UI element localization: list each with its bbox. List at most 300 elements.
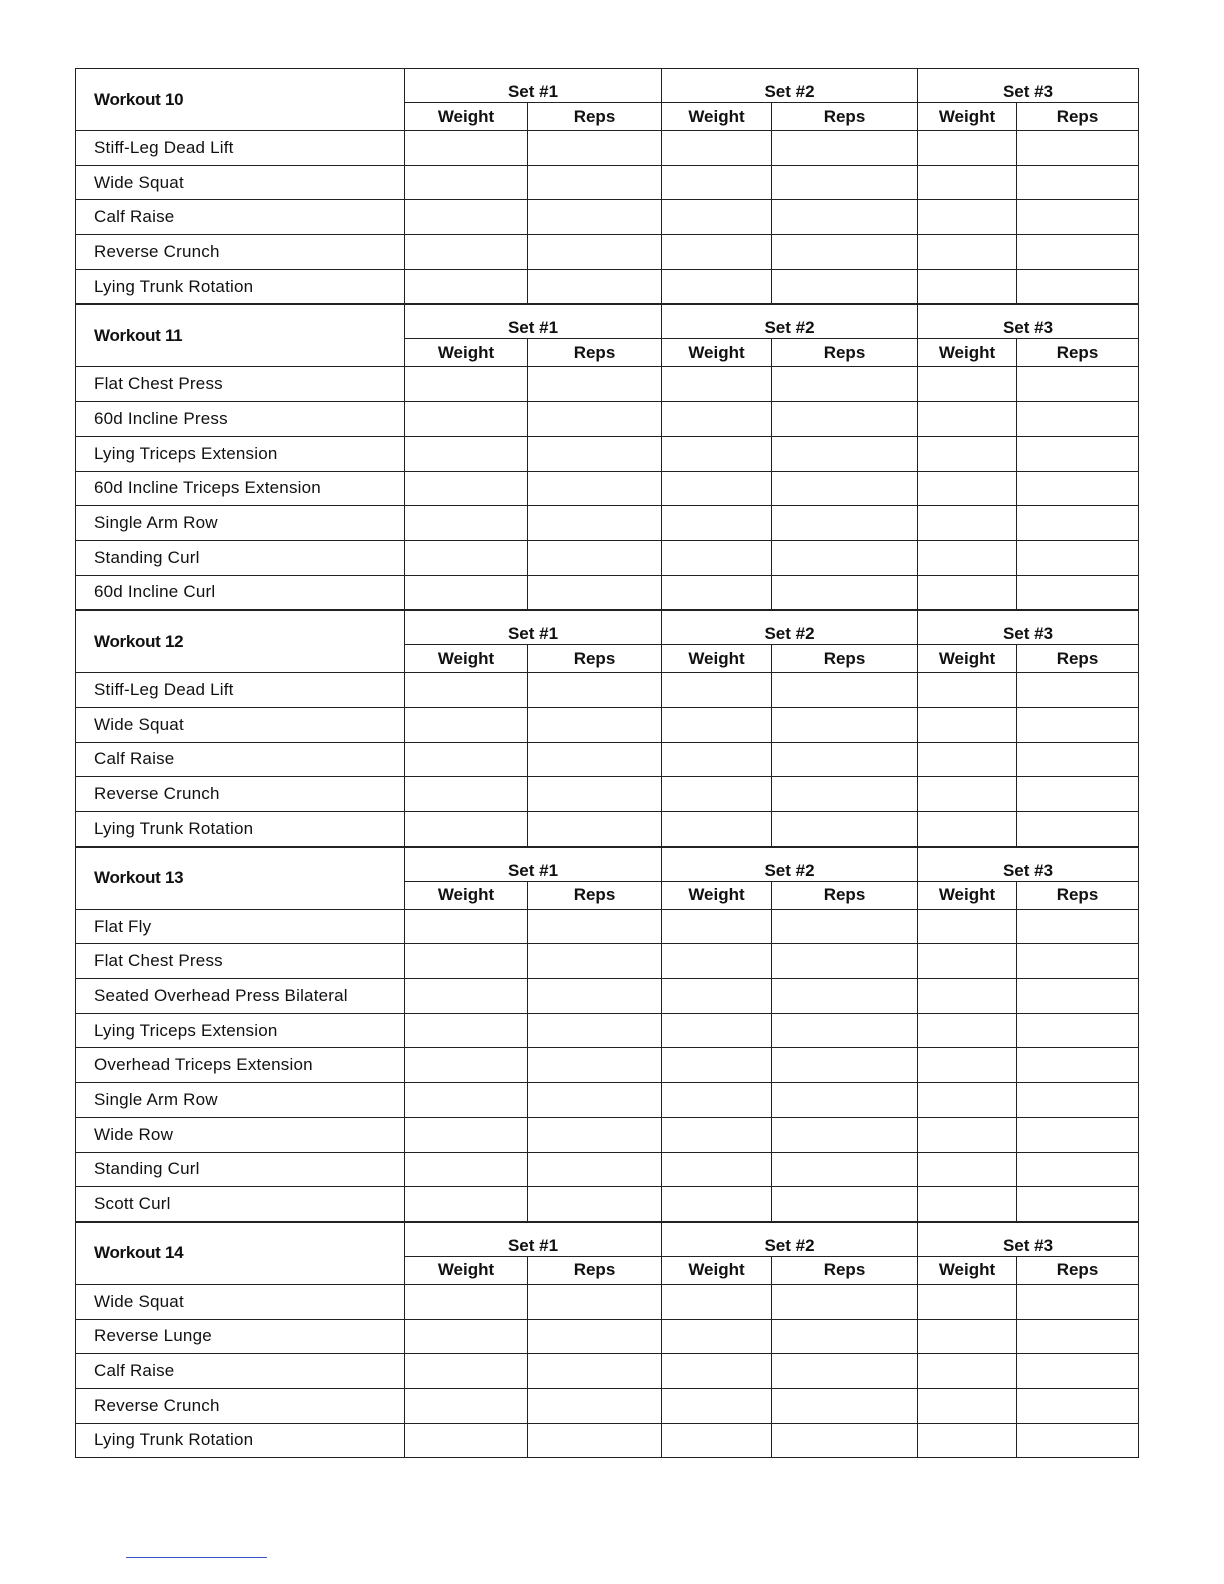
reps-entry-cell[interactable] bbox=[772, 200, 918, 235]
weight-entry-cell[interactable] bbox=[662, 1354, 772, 1389]
weight-column-header: Weight bbox=[405, 881, 528, 909]
reps-column-header: Reps bbox=[1017, 103, 1139, 131]
table-row bbox=[76, 131, 1139, 166]
weight-entry-cell[interactable] bbox=[405, 436, 528, 471]
reps-entry-cell[interactable] bbox=[1017, 1048, 1139, 1083]
set-header: Set #3 bbox=[918, 847, 1139, 881]
weight-entry-cell[interactable] bbox=[918, 575, 1017, 610]
weight-entry-cell[interactable] bbox=[405, 575, 528, 610]
table-row bbox=[76, 1083, 1139, 1118]
reps-entry-cell[interactable] bbox=[772, 1319, 918, 1354]
reps-entry-cell[interactable] bbox=[772, 1013, 918, 1048]
weight-entry-cell[interactable] bbox=[405, 707, 528, 742]
reps-entry-cell[interactable] bbox=[772, 540, 918, 575]
set-header: Set #3 bbox=[918, 305, 1139, 339]
reps-entry-cell[interactable] bbox=[772, 707, 918, 742]
exercise-name: Stiff-Leg Dead Lift bbox=[76, 673, 405, 708]
reps-entry-cell[interactable] bbox=[772, 402, 918, 437]
reps-entry-cell[interactable] bbox=[528, 1423, 662, 1458]
reps-entry-cell[interactable] bbox=[1017, 200, 1139, 235]
set-header: Set #1 bbox=[405, 847, 662, 881]
weight-entry-cell[interactable] bbox=[405, 269, 528, 304]
exercise-name: Stiff-Leg Dead Lift bbox=[76, 131, 405, 166]
set-header: Set #2 bbox=[662, 611, 918, 645]
reps-column-header: Reps bbox=[772, 339, 918, 367]
weight-entry-cell[interactable] bbox=[662, 506, 772, 541]
reps-column-header: Reps bbox=[772, 1256, 918, 1284]
set-header: Set #1 bbox=[405, 1222, 662, 1256]
reps-entry-cell[interactable] bbox=[772, 1152, 918, 1187]
weight-entry-cell[interactable] bbox=[405, 165, 528, 200]
weight-entry-cell[interactable] bbox=[918, 1048, 1017, 1083]
reps-column-header: Reps bbox=[1017, 1256, 1139, 1284]
weight-entry-cell[interactable] bbox=[918, 402, 1017, 437]
weight-entry-cell[interactable] bbox=[662, 436, 772, 471]
reps-entry-cell[interactable] bbox=[528, 1388, 662, 1423]
reps-entry-cell[interactable] bbox=[1017, 506, 1139, 541]
weight-entry-cell[interactable] bbox=[405, 1117, 528, 1152]
reps-entry-cell[interactable] bbox=[528, 1117, 662, 1152]
exercise-name: Lying Trunk Rotation bbox=[76, 1423, 405, 1458]
weight-entry-cell[interactable] bbox=[662, 909, 772, 944]
reps-entry-cell[interactable] bbox=[772, 909, 918, 944]
set-header: Set #1 bbox=[405, 611, 662, 645]
reps-entry-cell[interactable] bbox=[772, 1187, 918, 1222]
reps-entry-cell[interactable] bbox=[528, 944, 662, 979]
weight-entry-cell[interactable] bbox=[405, 777, 528, 812]
weight-column-header: Weight bbox=[405, 1256, 528, 1284]
reps-entry-cell[interactable] bbox=[1017, 131, 1139, 166]
reps-entry-cell[interactable] bbox=[528, 1083, 662, 1118]
reps-entry-cell[interactable] bbox=[772, 1354, 918, 1389]
weight-entry-cell[interactable] bbox=[405, 1354, 528, 1389]
reps-entry-cell[interactable] bbox=[528, 1284, 662, 1319]
weight-column-header: Weight bbox=[405, 103, 528, 131]
reps-entry-cell[interactable] bbox=[772, 367, 918, 402]
weight-entry-cell[interactable] bbox=[918, 979, 1017, 1014]
reps-entry-cell[interactable] bbox=[772, 506, 918, 541]
table-row bbox=[76, 1319, 1139, 1354]
weight-entry-cell[interactable] bbox=[918, 909, 1017, 944]
reps-entry-cell[interactable] bbox=[528, 812, 662, 847]
weight-column-header: Weight bbox=[918, 339, 1017, 367]
exercise-name: Reverse Crunch bbox=[76, 1388, 405, 1423]
table-row bbox=[76, 673, 1139, 708]
exercise-name: Wide Row bbox=[76, 1117, 405, 1152]
workout-log-sheet bbox=[75, 68, 1138, 1458]
weight-entry-cell[interactable] bbox=[405, 1013, 528, 1048]
reps-entry-cell[interactable] bbox=[1017, 909, 1139, 944]
reps-entry-cell[interactable] bbox=[1017, 269, 1139, 304]
table-row bbox=[76, 1117, 1139, 1152]
reps-entry-cell[interactable] bbox=[772, 269, 918, 304]
weight-entry-cell[interactable] bbox=[662, 1319, 772, 1354]
weight-entry-cell[interactable] bbox=[662, 1284, 772, 1319]
weight-entry-cell[interactable] bbox=[405, 506, 528, 541]
weight-entry-cell[interactable] bbox=[662, 1187, 772, 1222]
reps-entry-cell[interactable] bbox=[528, 575, 662, 610]
reps-entry-cell[interactable] bbox=[1017, 540, 1139, 575]
reps-entry-cell[interactable] bbox=[772, 131, 918, 166]
weight-entry-cell[interactable] bbox=[918, 1423, 1017, 1458]
workout-title: Workout 14 bbox=[76, 1222, 405, 1284]
table-row bbox=[76, 1048, 1139, 1083]
reps-entry-cell[interactable] bbox=[772, 165, 918, 200]
exercise-name: Flat Chest Press bbox=[76, 944, 405, 979]
reps-entry-cell[interactable] bbox=[772, 673, 918, 708]
table-row bbox=[76, 979, 1139, 1014]
reps-entry-cell[interactable] bbox=[772, 235, 918, 270]
reps-entry-cell[interactable] bbox=[772, 436, 918, 471]
table-row bbox=[76, 235, 1139, 270]
set-header: Set #2 bbox=[662, 1222, 918, 1256]
table-row bbox=[76, 471, 1139, 506]
weight-column-header: Weight bbox=[405, 339, 528, 367]
reps-entry-cell[interactable] bbox=[772, 742, 918, 777]
reps-entry-cell[interactable] bbox=[1017, 471, 1139, 506]
reps-entry-cell[interactable] bbox=[528, 1152, 662, 1187]
weight-entry-cell[interactable] bbox=[405, 402, 528, 437]
reps-entry-cell[interactable] bbox=[1017, 436, 1139, 471]
exercise-name: 60d Incline Press bbox=[76, 402, 405, 437]
table-row bbox=[76, 944, 1139, 979]
exercise-name: Calf Raise bbox=[76, 742, 405, 777]
reps-entry-cell[interactable] bbox=[528, 402, 662, 437]
weight-entry-cell[interactable] bbox=[405, 367, 528, 402]
workout-table bbox=[75, 1222, 1139, 1458]
weight-entry-cell[interactable] bbox=[918, 471, 1017, 506]
weight-entry-cell[interactable] bbox=[662, 1152, 772, 1187]
reps-entry-cell[interactable] bbox=[772, 1284, 918, 1319]
exercise-name: Lying Trunk Rotation bbox=[76, 269, 405, 304]
weight-column-header: Weight bbox=[662, 339, 772, 367]
weight-entry-cell[interactable] bbox=[405, 1048, 528, 1083]
reps-entry-cell[interactable] bbox=[772, 471, 918, 506]
reps-entry-cell[interactable] bbox=[772, 1423, 918, 1458]
table-row bbox=[76, 777, 1139, 812]
weight-entry-cell[interactable] bbox=[662, 1423, 772, 1458]
reps-column-header: Reps bbox=[772, 881, 918, 909]
exercise-name: Wide Squat bbox=[76, 1284, 405, 1319]
weight-entry-cell[interactable] bbox=[662, 540, 772, 575]
reps-entry-cell[interactable] bbox=[1017, 1319, 1139, 1354]
weight-entry-cell[interactable] bbox=[662, 812, 772, 847]
table-row bbox=[76, 506, 1139, 541]
weight-entry-cell[interactable] bbox=[918, 742, 1017, 777]
weight-entry-cell[interactable] bbox=[918, 1152, 1017, 1187]
reps-entry-cell[interactable] bbox=[772, 1048, 918, 1083]
reps-entry-cell[interactable] bbox=[1017, 367, 1139, 402]
workout-table bbox=[75, 847, 1139, 1222]
weight-entry-cell[interactable] bbox=[918, 1388, 1017, 1423]
weight-entry-cell[interactable] bbox=[918, 540, 1017, 575]
set-header: Set #1 bbox=[405, 305, 662, 339]
weight-entry-cell[interactable] bbox=[918, 1117, 1017, 1152]
weight-entry-cell[interactable] bbox=[918, 269, 1017, 304]
table-row bbox=[76, 540, 1139, 575]
reps-entry-cell[interactable] bbox=[528, 777, 662, 812]
weight-entry-cell[interactable] bbox=[918, 436, 1017, 471]
exercise-name: Flat Chest Press bbox=[76, 367, 405, 402]
weight-entry-cell[interactable] bbox=[662, 575, 772, 610]
weight-entry-cell[interactable] bbox=[662, 367, 772, 402]
weight-entry-cell[interactable] bbox=[405, 812, 528, 847]
set-header: Set #3 bbox=[918, 1222, 1139, 1256]
weight-entry-cell[interactable] bbox=[405, 1152, 528, 1187]
weight-entry-cell[interactable] bbox=[405, 1423, 528, 1458]
reps-entry-cell[interactable] bbox=[1017, 1152, 1139, 1187]
exercise-name: Seated Overhead Press Bilateral bbox=[76, 979, 405, 1014]
exercise-name: 60d Incline Triceps Extension bbox=[76, 471, 405, 506]
weight-column-header: Weight bbox=[662, 103, 772, 131]
reps-entry-cell[interactable] bbox=[772, 812, 918, 847]
reps-entry-cell[interactable] bbox=[528, 471, 662, 506]
reps-entry-cell[interactable] bbox=[772, 777, 918, 812]
table-row bbox=[76, 269, 1139, 304]
weight-entry-cell[interactable] bbox=[662, 777, 772, 812]
weight-entry-cell[interactable] bbox=[405, 673, 528, 708]
footer-link-underline bbox=[126, 1557, 267, 1558]
table-row bbox=[76, 367, 1139, 402]
table-row bbox=[76, 402, 1139, 437]
weight-column-header: Weight bbox=[662, 1256, 772, 1284]
exercise-name: Standing Curl bbox=[76, 540, 405, 575]
exercise-name: Single Arm Row bbox=[76, 506, 405, 541]
reps-entry-cell[interactable] bbox=[1017, 944, 1139, 979]
workout-title: Workout 11 bbox=[76, 305, 405, 367]
reps-entry-cell[interactable] bbox=[528, 979, 662, 1014]
reps-column-header: Reps bbox=[528, 103, 662, 131]
set-header: Set #2 bbox=[662, 847, 918, 881]
weight-entry-cell[interactable] bbox=[662, 235, 772, 270]
reps-entry-cell[interactable] bbox=[1017, 812, 1139, 847]
weight-entry-cell[interactable] bbox=[918, 1284, 1017, 1319]
reps-entry-cell[interactable] bbox=[1017, 1013, 1139, 1048]
weight-entry-cell[interactable] bbox=[405, 742, 528, 777]
reps-entry-cell[interactable] bbox=[528, 131, 662, 166]
exercise-name: Lying Triceps Extension bbox=[76, 436, 405, 471]
reps-entry-cell[interactable] bbox=[772, 944, 918, 979]
table-row bbox=[76, 165, 1139, 200]
workout-title: Workout 10 bbox=[76, 69, 405, 131]
exercise-name: Reverse Crunch bbox=[76, 235, 405, 270]
reps-entry-cell[interactable] bbox=[528, 200, 662, 235]
weight-entry-cell[interactable] bbox=[918, 1354, 1017, 1389]
weight-entry-cell[interactable] bbox=[662, 1117, 772, 1152]
weight-column-header: Weight bbox=[662, 645, 772, 673]
reps-entry-cell[interactable] bbox=[528, 742, 662, 777]
weight-entry-cell[interactable] bbox=[662, 131, 772, 166]
set-header: Set #3 bbox=[918, 611, 1139, 645]
table-row bbox=[76, 707, 1139, 742]
weight-entry-cell[interactable] bbox=[662, 269, 772, 304]
weight-entry-cell[interactable] bbox=[662, 944, 772, 979]
reps-entry-cell[interactable] bbox=[1017, 707, 1139, 742]
table-row bbox=[76, 436, 1139, 471]
reps-entry-cell[interactable] bbox=[528, 909, 662, 944]
weight-entry-cell[interactable] bbox=[918, 200, 1017, 235]
set-header: Set #2 bbox=[662, 69, 918, 103]
reps-entry-cell[interactable] bbox=[528, 1354, 662, 1389]
reps-entry-cell[interactable] bbox=[528, 367, 662, 402]
reps-entry-cell[interactable] bbox=[1017, 1284, 1139, 1319]
weight-entry-cell[interactable] bbox=[918, 367, 1017, 402]
reps-entry-cell[interactable] bbox=[1017, 979, 1139, 1014]
weight-entry-cell[interactable] bbox=[918, 506, 1017, 541]
weight-entry-cell[interactable] bbox=[662, 1048, 772, 1083]
reps-entry-cell[interactable] bbox=[772, 1083, 918, 1118]
weight-entry-cell[interactable] bbox=[918, 131, 1017, 166]
table-row bbox=[76, 909, 1139, 944]
table-row bbox=[76, 1354, 1139, 1389]
weight-entry-cell[interactable] bbox=[405, 131, 528, 166]
exercise-name: Reverse Crunch bbox=[76, 777, 405, 812]
weight-entry-cell[interactable] bbox=[405, 1187, 528, 1222]
reps-entry-cell[interactable] bbox=[1017, 1388, 1139, 1423]
weight-entry-cell[interactable] bbox=[918, 812, 1017, 847]
weight-entry-cell[interactable] bbox=[918, 1083, 1017, 1118]
reps-entry-cell[interactable] bbox=[1017, 742, 1139, 777]
table-row bbox=[76, 1013, 1139, 1048]
reps-entry-cell[interactable] bbox=[772, 1388, 918, 1423]
exercise-name: Single Arm Row bbox=[76, 1083, 405, 1118]
reps-entry-cell[interactable] bbox=[1017, 1423, 1139, 1458]
reps-entry-cell[interactable] bbox=[1017, 165, 1139, 200]
reps-entry-cell[interactable] bbox=[1017, 1117, 1139, 1152]
reps-column-header: Reps bbox=[1017, 881, 1139, 909]
reps-entry-cell[interactable] bbox=[528, 540, 662, 575]
reps-entry-cell[interactable] bbox=[1017, 402, 1139, 437]
weight-entry-cell[interactable] bbox=[918, 1013, 1017, 1048]
weight-entry-cell[interactable] bbox=[405, 909, 528, 944]
weight-entry-cell[interactable] bbox=[405, 1284, 528, 1319]
table-row bbox=[76, 812, 1139, 847]
reps-column-header: Reps bbox=[528, 1256, 662, 1284]
reps-entry-cell[interactable] bbox=[528, 506, 662, 541]
reps-column-header: Reps bbox=[772, 103, 918, 131]
set-header: Set #1 bbox=[405, 69, 662, 103]
weight-entry-cell[interactable] bbox=[405, 540, 528, 575]
reps-entry-cell[interactable] bbox=[528, 707, 662, 742]
reps-entry-cell[interactable] bbox=[772, 575, 918, 610]
weight-column-header: Weight bbox=[918, 645, 1017, 673]
reps-entry-cell[interactable] bbox=[528, 269, 662, 304]
reps-entry-cell[interactable] bbox=[528, 1013, 662, 1048]
weight-column-header: Weight bbox=[662, 881, 772, 909]
reps-column-header: Reps bbox=[1017, 645, 1139, 673]
table-row bbox=[76, 575, 1139, 610]
weight-entry-cell[interactable] bbox=[918, 235, 1017, 270]
weight-column-header: Weight bbox=[918, 103, 1017, 131]
weight-entry-cell[interactable] bbox=[918, 777, 1017, 812]
weight-column-header: Weight bbox=[918, 1256, 1017, 1284]
weight-entry-cell[interactable] bbox=[918, 707, 1017, 742]
weight-entry-cell[interactable] bbox=[662, 200, 772, 235]
reps-entry-cell[interactable] bbox=[528, 1319, 662, 1354]
weight-entry-cell[interactable] bbox=[918, 673, 1017, 708]
reps-entry-cell[interactable] bbox=[528, 673, 662, 708]
reps-column-header: Reps bbox=[528, 339, 662, 367]
weight-entry-cell[interactable] bbox=[405, 235, 528, 270]
reps-entry-cell[interactable] bbox=[1017, 1083, 1139, 1118]
weight-column-header: Weight bbox=[405, 645, 528, 673]
weight-entry-cell[interactable] bbox=[662, 707, 772, 742]
weight-entry-cell[interactable] bbox=[662, 1388, 772, 1423]
reps-entry-cell[interactable] bbox=[1017, 777, 1139, 812]
reps-entry-cell[interactable] bbox=[1017, 235, 1139, 270]
table-row bbox=[76, 1388, 1139, 1423]
exercise-name: Flat Fly bbox=[76, 909, 405, 944]
reps-entry-cell[interactable] bbox=[1017, 1187, 1139, 1222]
weight-entry-cell[interactable] bbox=[918, 1319, 1017, 1354]
table-row bbox=[76, 200, 1139, 235]
reps-column-header: Reps bbox=[528, 645, 662, 673]
workout-table bbox=[75, 68, 1139, 304]
reps-entry-cell[interactable] bbox=[1017, 1354, 1139, 1389]
reps-entry-cell[interactable] bbox=[528, 1187, 662, 1222]
weight-entry-cell[interactable] bbox=[405, 1388, 528, 1423]
reps-entry-cell[interactable] bbox=[528, 1048, 662, 1083]
exercise-name: Wide Squat bbox=[76, 165, 405, 200]
table-row bbox=[76, 742, 1139, 777]
workout-title: Workout 13 bbox=[76, 847, 405, 909]
reps-entry-cell[interactable] bbox=[528, 436, 662, 471]
weight-entry-cell[interactable] bbox=[662, 1083, 772, 1118]
weight-entry-cell[interactable] bbox=[405, 979, 528, 1014]
weight-entry-cell[interactable] bbox=[662, 165, 772, 200]
weight-entry-cell[interactable] bbox=[918, 165, 1017, 200]
exercise-name: Overhead Triceps Extension bbox=[76, 1048, 405, 1083]
weight-entry-cell[interactable] bbox=[662, 673, 772, 708]
weight-entry-cell[interactable] bbox=[662, 471, 772, 506]
workout-table bbox=[75, 304, 1139, 610]
weight-entry-cell[interactable] bbox=[918, 1187, 1017, 1222]
table-row bbox=[76, 1187, 1139, 1222]
exercise-name: Standing Curl bbox=[76, 1152, 405, 1187]
exercise-name: 60d Incline Curl bbox=[76, 575, 405, 610]
workout-title: Workout 12 bbox=[76, 611, 405, 673]
reps-column-header: Reps bbox=[1017, 339, 1139, 367]
weight-entry-cell[interactable] bbox=[405, 471, 528, 506]
exercise-name: Scott Curl bbox=[76, 1187, 405, 1222]
exercise-name: Lying Trunk Rotation bbox=[76, 812, 405, 847]
reps-column-header: Reps bbox=[772, 645, 918, 673]
exercise-name: Reverse Lunge bbox=[76, 1319, 405, 1354]
reps-entry-cell[interactable] bbox=[1017, 575, 1139, 610]
weight-entry-cell[interactable] bbox=[405, 1083, 528, 1118]
weight-entry-cell[interactable] bbox=[918, 944, 1017, 979]
reps-entry-cell[interactable] bbox=[1017, 673, 1139, 708]
workout-table bbox=[75, 610, 1139, 846]
set-header: Set #3 bbox=[918, 69, 1139, 103]
weight-entry-cell[interactable] bbox=[405, 944, 528, 979]
exercise-name: Lying Triceps Extension bbox=[76, 1013, 405, 1048]
reps-entry-cell[interactable] bbox=[772, 979, 918, 1014]
table-row bbox=[76, 1152, 1139, 1187]
weight-column-header: Weight bbox=[918, 881, 1017, 909]
weight-entry-cell[interactable] bbox=[405, 200, 528, 235]
weight-entry-cell[interactable] bbox=[662, 742, 772, 777]
weight-entry-cell[interactable] bbox=[662, 979, 772, 1014]
reps-entry-cell[interactable] bbox=[528, 235, 662, 270]
weight-entry-cell[interactable] bbox=[405, 1319, 528, 1354]
weight-entry-cell[interactable] bbox=[662, 1013, 772, 1048]
reps-entry-cell[interactable] bbox=[772, 1117, 918, 1152]
reps-column-header: Reps bbox=[528, 881, 662, 909]
reps-entry-cell[interactable] bbox=[528, 165, 662, 200]
table-row bbox=[76, 1423, 1139, 1458]
weight-entry-cell[interactable] bbox=[662, 402, 772, 437]
